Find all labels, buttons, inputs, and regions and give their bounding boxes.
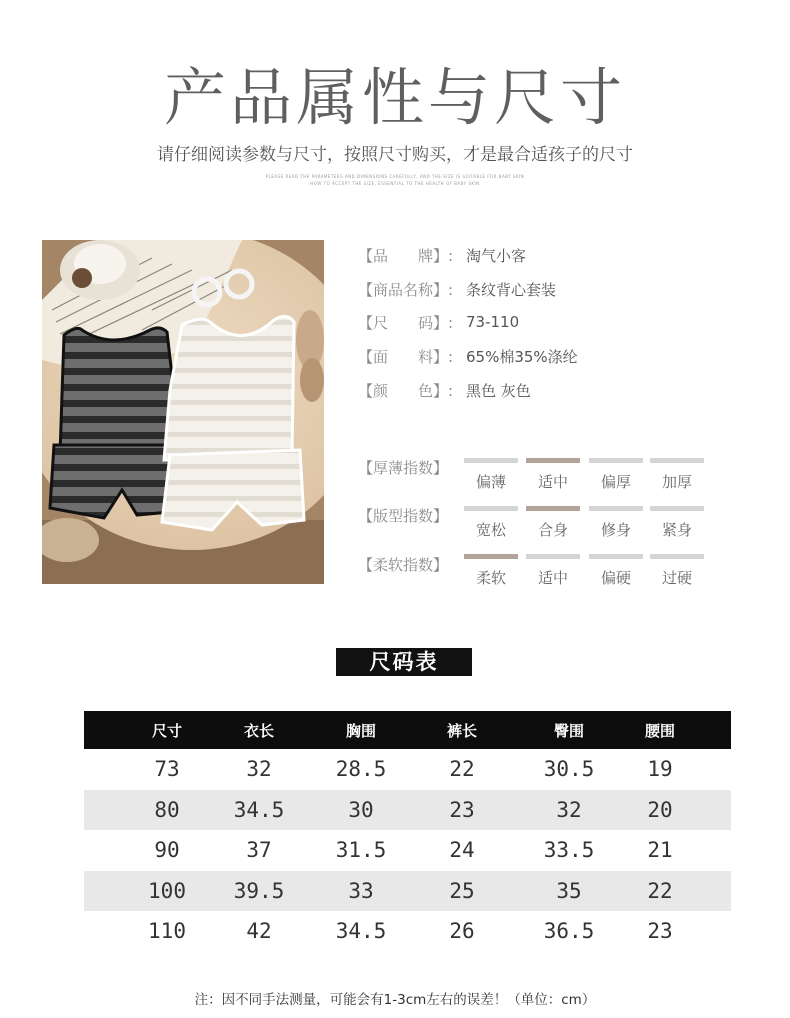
table-header-row xyxy=(84,711,731,749)
table-cell: 90 xyxy=(154,838,180,863)
fit-option xyxy=(650,506,704,540)
index-bar xyxy=(589,506,643,511)
option-label: 修身 xyxy=(600,521,631,539)
product-photo xyxy=(42,240,324,584)
option-label: 宽松 xyxy=(475,521,506,539)
attr-value: 条纹背心套装 xyxy=(466,280,557,299)
index-bar xyxy=(464,506,518,511)
thickness-option xyxy=(464,458,518,492)
fine-print-1: PLEASE READ THE PARAMETERS AND DIMENSIONS CAREFULLY, AND THE SIZE IS SUITABLE FOR BABY SKIN xyxy=(265,174,525,179)
attr-label: 【品 牌】: xyxy=(358,246,454,265)
index-bar xyxy=(650,458,704,463)
option-label: 加厚 xyxy=(661,473,692,491)
attr-label: 【颜 色】: xyxy=(358,381,454,400)
column-header: 腰围 xyxy=(644,721,675,740)
option-label: 紧身 xyxy=(661,521,692,539)
fit-option xyxy=(526,506,580,540)
table-cell: 22 xyxy=(449,757,475,782)
page-subtitle: 请仔细阅读参数与尺寸，按照尺寸购买，才是最合适孩子的尺寸 xyxy=(157,145,633,165)
table-cell: 23 xyxy=(647,919,673,944)
attr-product-name xyxy=(358,279,556,299)
table-cell: 32 xyxy=(556,797,582,822)
attr-label: 【面 料】: xyxy=(358,347,454,366)
index-bar xyxy=(650,506,704,511)
attr-brand xyxy=(358,245,526,265)
size-table xyxy=(84,711,731,952)
fit-option xyxy=(464,506,518,540)
softness-option xyxy=(526,554,580,588)
column-header: 衣长 xyxy=(243,721,274,740)
table-cell: 30 xyxy=(348,797,374,822)
table-cell: 19 xyxy=(647,757,673,782)
softness-option xyxy=(589,554,643,588)
table-row xyxy=(84,790,731,831)
index-bar xyxy=(464,458,518,463)
table-cell: 34.5 xyxy=(233,797,285,822)
table-cell: 20 xyxy=(647,797,673,822)
size-chart-title: 尺码表 xyxy=(336,648,472,676)
table-cell: 100 xyxy=(148,878,186,903)
table-row xyxy=(84,871,731,912)
attr-label: 【商品名称】: xyxy=(358,280,454,299)
footer-note: 注：因不同手法测量，可能会有1-3cm左右的误差！（单位：cm） xyxy=(194,992,596,1008)
table-cell: 32 xyxy=(246,757,272,782)
option-label: 偏厚 xyxy=(600,473,631,491)
attr-fabric xyxy=(358,346,578,366)
column-header: 臀围 xyxy=(553,721,584,740)
table-cell: 33.5 xyxy=(543,838,595,863)
table-cell: 30.5 xyxy=(543,757,595,782)
table-cell: 110 xyxy=(148,919,186,944)
index-bar-active xyxy=(526,458,580,463)
thickness-option xyxy=(589,458,643,492)
attr-color xyxy=(358,380,531,400)
column-header: 胸围 xyxy=(345,721,376,740)
attr-value: 65%棉35%涤纶 xyxy=(466,347,578,366)
index-bar-active xyxy=(464,554,518,559)
index-bar xyxy=(526,554,580,559)
option-label: 适中 xyxy=(537,473,568,491)
softness-index-label: 【柔软指数】 xyxy=(358,556,449,574)
option-label: 柔软 xyxy=(475,569,506,587)
softness-option xyxy=(464,554,518,588)
page-title: 产品属性与尺寸 xyxy=(163,61,626,134)
column-header: 尺寸 xyxy=(151,721,182,740)
attr-label: 【尺 码】: xyxy=(358,313,454,332)
table-cell: 25 xyxy=(449,878,475,903)
column-header: 裤长 xyxy=(446,721,477,740)
fine-print-2: HOW TO ACCEPT THE SIZE, ESSENTIAL TO THE HEALTH OF BABY SKIN xyxy=(310,181,480,186)
table-cell: 33 xyxy=(348,878,374,903)
index-bar xyxy=(589,554,643,559)
attr-value: 黑色 灰色 xyxy=(466,381,531,400)
index-bar xyxy=(589,458,643,463)
table-cell: 42 xyxy=(246,919,272,944)
table-cell: 36.5 xyxy=(543,919,595,944)
attr-size xyxy=(358,312,519,332)
attr-value: 淘气小客 xyxy=(466,246,527,265)
attr-value: 73-110 xyxy=(466,313,520,331)
option-label: 偏薄 xyxy=(475,473,506,491)
option-label: 偏硬 xyxy=(600,569,631,587)
option-label: 适中 xyxy=(537,569,568,587)
table-cell: 26 xyxy=(449,919,475,944)
table-cell: 37 xyxy=(246,838,272,863)
table-cell: 22 xyxy=(647,878,673,903)
index-bar xyxy=(650,554,704,559)
fit-index-label: 【版型指数】 xyxy=(358,507,449,525)
table-row xyxy=(84,830,731,871)
option-label: 合身 xyxy=(537,521,568,539)
table-cell: 21 xyxy=(647,838,673,863)
softness-option xyxy=(650,554,704,588)
thickness-option xyxy=(526,458,580,492)
table-row xyxy=(84,749,731,790)
table-cell: 24 xyxy=(449,838,475,863)
table-cell: 34.5 xyxy=(335,919,387,944)
table-cell: 39.5 xyxy=(233,878,285,903)
table-cell: 31.5 xyxy=(335,838,387,863)
table-cell: 80 xyxy=(154,797,180,822)
table-row xyxy=(84,911,731,952)
index-bar-active xyxy=(526,506,580,511)
table-cell: 73 xyxy=(154,757,180,782)
option-label: 过硬 xyxy=(661,569,692,587)
thickness-index-label: 【厚薄指数】 xyxy=(358,459,449,477)
table-cell: 23 xyxy=(449,797,475,822)
thickness-option xyxy=(650,458,704,492)
table-cell: 35 xyxy=(556,878,582,903)
table-cell: 28.5 xyxy=(335,757,387,782)
fit-option xyxy=(589,506,643,540)
